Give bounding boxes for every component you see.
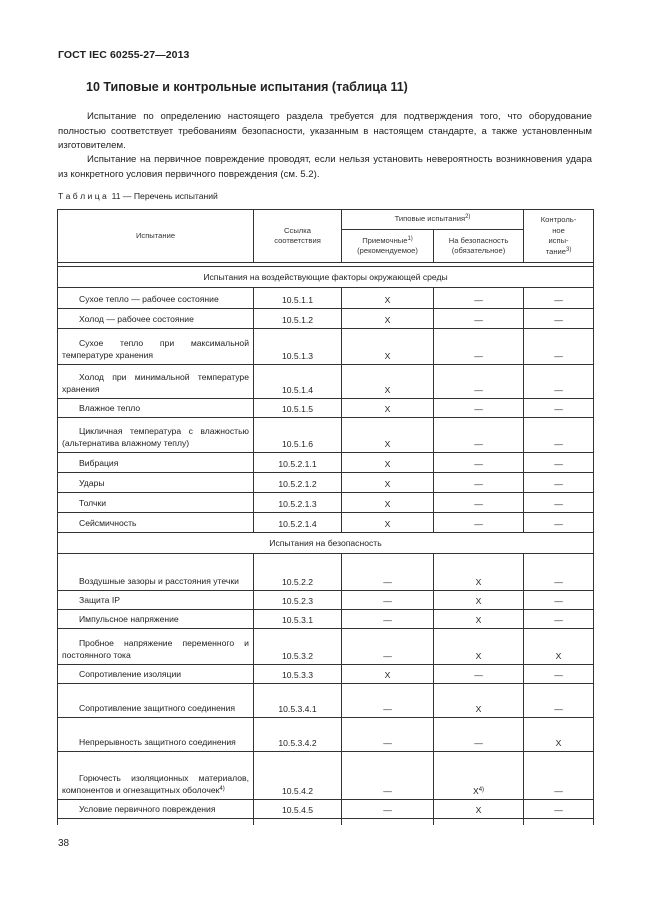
ref-cell [254,513,342,533]
table-row [58,554,594,591]
safety-cell [434,800,524,819]
test-name-cell [58,453,254,473]
acceptance-cell-text: X [384,670,391,680]
ref-cell [254,473,342,493]
col-header-test-label: Испытание [135,230,176,240]
test-name-cell [58,610,254,629]
control-cell-text: — [554,315,563,325]
col-header-control-line-1: Контроль- [540,215,577,224]
table-row [58,493,594,513]
control-cell-text: X [555,738,562,748]
continuation-cell [342,819,434,826]
ref-cell-text: 10.5.4.2 [281,786,314,796]
test-name-cell-text: Холод — рабочее состояние [79,314,194,324]
test-name-cell-footnote: 4) [219,786,225,792]
safety-cell-footnote: 4) [478,787,485,793]
col-header-ref [254,210,342,263]
test-name-cell [58,365,254,399]
control-cell [524,473,594,493]
control-cell-text: — [554,519,563,529]
col-header-safety-sub: (обязательное) [451,246,506,255]
table-row [58,309,594,329]
test-name-cell-text: Удары [79,478,105,488]
acceptance-cell-text: — [383,786,392,796]
acceptance-cell [342,399,434,418]
control-cell [524,513,594,533]
acceptance-cell-text: — [383,615,392,625]
ref-cell [254,629,342,665]
acceptance-cell [342,591,434,610]
safety-cell [434,684,524,718]
safety-cell [434,591,524,610]
safety-cell-text: X [475,805,482,815]
test-name-cell [58,288,254,309]
col-header-control-line-3: испы- [548,236,569,245]
col-header-safety-label: На безопасность [448,235,509,245]
col-header-test [58,210,254,263]
safety-cell-text: X [472,786,479,796]
control-cell-text: — [554,439,563,449]
acceptance-footnote: 1) [407,235,413,242]
acceptance-cell-text: X [384,404,391,414]
table-row [58,453,594,473]
section-heading: Испытания на воздействующие факторы окружающей среды [203,272,448,282]
section-title: 10 Типовые и контрольные испытания (таблица 11) [86,80,408,94]
control-cell-text: — [554,351,563,361]
acceptance-cell-text: X [384,385,391,395]
acceptance-cell [342,513,434,533]
ref-cell-text: 10.5.3.2 [281,651,314,661]
table-row [58,800,594,819]
section-title-cell [58,533,594,554]
acceptance-cell [342,554,434,591]
table-caption: Т а б л и ц а 11 — Перечень испытаний [58,191,218,201]
ref-cell [254,554,342,591]
safety-cell-text: X [475,615,482,625]
test-name-cell-text: Защита IP [79,595,120,605]
safety-cell [434,288,524,309]
col-header-acceptance-sub: (рекомендуемое) [357,246,418,255]
safety-cell-text: X [475,704,482,714]
table-row [58,329,594,365]
control-cell [524,591,594,610]
acceptance-cell [342,800,434,819]
ref-cell [254,418,342,453]
control-cell [524,365,594,399]
ref-cell [254,288,342,309]
control-cell-text: — [554,786,563,796]
ref-cell [254,610,342,629]
safety-cell-text: — [474,439,483,449]
control-cell [524,610,594,629]
col-header-type-tests [342,210,524,230]
acceptance-cell-text: X [384,479,391,489]
test-name-cell [58,591,254,610]
safety-cell-text: X [475,577,482,587]
ref-cell-text: 10.5.2.1.4 [278,519,317,529]
safety-cell-text: — [474,519,483,529]
table-row [58,665,594,684]
section-heading: Испытания на безопасность [269,538,382,548]
table-row [58,752,594,800]
control-cell [524,493,594,513]
control-cell-text: — [554,805,563,815]
test-name-cell [58,329,254,365]
safety-cell [434,365,524,399]
safety-cell-text: — [474,479,483,489]
safety-cell-text: — [474,499,483,509]
safety-cell [434,629,524,665]
safety-cell [434,473,524,493]
ref-cell-text: 10.5.1.5 [281,404,314,414]
table-row [58,513,594,533]
acceptance-cell-text: X [384,519,391,529]
acceptance-cell [342,684,434,718]
ref-cell-text: 10.5.1.3 [281,351,314,361]
control-cell-text: — [554,479,563,489]
ref-cell [254,329,342,365]
control-cell [524,309,594,329]
table-row [58,718,594,752]
control-cell-text: — [554,577,563,587]
ref-cell [254,365,342,399]
safety-cell-text: X [475,651,482,661]
acceptance-cell [342,329,434,365]
acceptance-cell [342,418,434,453]
safety-cell-text: — [474,295,483,305]
safety-cell-text: — [474,385,483,395]
safety-cell-text: — [474,738,483,748]
safety-cell-text: — [474,315,483,325]
control-cell-text: — [554,670,563,680]
acceptance-cell-text: — [383,704,392,714]
safety-cell [434,610,524,629]
test-name-cell [58,399,254,418]
test-name-cell-text: Сейсмичность [79,518,137,528]
col-header-type-tests-label: Типовые испытания [394,214,466,224]
ref-cell-text: 10.5.2.1.3 [278,499,317,509]
control-cell-text: — [554,295,563,305]
test-name-cell-text: Импульсное напряжение [79,614,179,624]
ref-cell-text: 10.5.2.1.1 [278,459,317,469]
col-header-acceptance-label: Приемочные [362,235,408,245]
control-cell [524,418,594,453]
ref-cell [254,665,342,684]
control-footnote: 3) [565,246,572,253]
test-name-cell [58,493,254,513]
col-header-control-line-2: ное [552,225,565,235]
col-header-control [524,210,594,263]
ref-cell-text: 10.5.2.1.2 [278,479,317,489]
control-cell [524,629,594,665]
acceptance-cell [342,665,434,684]
safety-cell-text: — [474,351,483,361]
acceptance-cell-text: — [383,738,392,748]
ref-cell [254,309,342,329]
tests-table [57,209,594,825]
ref-cell-text: 10.5.3.4.2 [278,738,317,748]
acceptance-cell-text: — [383,651,392,661]
safety-cell-text: X [475,596,482,606]
ref-cell [254,718,342,752]
test-name-cell-text: Толчки [79,498,107,508]
page-number: 38 [58,838,70,849]
tests-table-body [58,263,594,826]
col-header-control-line-4-text: тание [545,246,566,256]
acceptance-cell-text: X [384,351,391,361]
safety-cell [434,665,524,684]
table-row [58,418,594,453]
acceptance-cell [342,473,434,493]
continuation-row [58,819,594,826]
test-name-cell-text: Пробное напряжение переменного и постоянного тока [62,638,249,660]
control-cell-text: — [554,704,563,714]
col-header-acceptance-title [346,236,429,247]
document-header: ГОСТ IEC 60255-27—2013 [58,49,190,61]
control-cell [524,665,594,684]
ref-cell-text: 10.5.1.1 [281,295,314,305]
test-name-cell [58,513,254,533]
control-cell [524,453,594,473]
test-name-cell [58,554,254,591]
safety-cell [434,418,524,453]
test-name-cell-text: Воздушные зазоры и расстояния утечки [79,576,239,586]
table-row [58,591,594,610]
test-name-cell-text: Непрерывность защитного соединения [79,737,236,747]
control-cell [524,718,594,752]
ref-cell [254,752,342,800]
control-cell-text: — [554,499,563,509]
ref-cell [254,453,342,473]
paragraph-1: Испытание по определению настоящего раздела требуется для подтверждения того, что оборудование полностью соответствует требованиям безопасности, указанным в настоящем стандарте, а также установленным изготовителем. [58,111,592,151]
section-row [58,533,594,554]
ref-cell-text: 10.5.3.4.1 [278,704,317,714]
acceptance-cell [342,752,434,800]
test-name-cell [58,800,254,819]
control-cell [524,752,594,800]
acceptance-cell-text: — [383,577,392,587]
ref-cell-text: 10.5.1.6 [281,439,314,449]
ref-cell-text: 10.5.4.5 [281,805,314,815]
test-name-cell-text: Условие первичного повреждения [79,804,216,814]
ref-cell-text: 10.5.3.1 [281,615,314,625]
acceptance-cell-text: X [384,295,391,305]
acceptance-cell [342,288,434,309]
acceptance-cell [342,610,434,629]
ref-cell [254,800,342,819]
test-name-cell-text: Сопротивление изоляции [79,669,182,679]
acceptance-cell-text: — [383,596,392,606]
acceptance-cell [342,629,434,665]
safety-cell-text: — [474,670,483,680]
test-name-cell-text: Влажное тепло [79,403,141,413]
test-name-cell-text: Сухое тепло — рабочее состояние [79,294,219,304]
safety-cell [434,399,524,418]
control-cell-text: — [554,615,563,625]
continuation-cell [58,819,254,826]
ref-cell-text: 10.5.2.3 [281,596,314,606]
table-row [58,399,594,418]
test-name-cell [58,718,254,752]
table-row [58,629,594,665]
ref-cell-text: 10.5.1.4 [281,385,314,395]
safety-cell-text: — [474,404,483,414]
control-cell [524,288,594,309]
ref-cell [254,399,342,418]
control-cell-text: — [554,404,563,414]
section-title-cell [58,267,594,288]
acceptance-cell [342,365,434,399]
table-row [58,473,594,493]
ref-cell-text: 10.5.2.2 [281,577,314,587]
safety-cell [434,718,524,752]
acceptance-cell [342,453,434,473]
table-row [58,365,594,399]
control-cell-text: — [554,459,563,469]
continuation-cell [524,819,594,826]
safety-cell [434,453,524,473]
acceptance-cell-text: X [384,315,391,325]
continuation-cell [254,819,342,826]
ref-cell-text: 10.5.1.2 [281,315,314,325]
table-row [58,610,594,629]
safety-cell [434,554,524,591]
section-row [58,267,594,288]
col-header-safety [434,230,524,263]
test-name-cell [58,665,254,684]
safety-cell [434,309,524,329]
safety-cell [434,329,524,365]
safety-cell [434,493,524,513]
test-name-cell [58,629,254,665]
test-name-cell-text: Сопротивление защитного соединения [79,703,236,713]
test-name-cell-text: Холод при минимальной температуре хранения [62,372,249,394]
control-cell-text: — [554,596,563,606]
control-cell [524,554,594,591]
safety-cell [434,752,524,800]
control-cell [524,800,594,819]
acceptance-cell [342,718,434,752]
test-name-cell [58,309,254,329]
test-name-cell [58,418,254,453]
safety-cell [434,513,524,533]
control-cell-text: X [555,651,562,661]
acceptance-cell [342,493,434,513]
ref-cell [254,684,342,718]
type-tests-footnote: 2) [465,214,471,221]
test-name-cell-text: Горючесть изоляционных материалов, компонентов и огнезащитных оболочек [62,773,249,795]
control-cell-text: — [554,385,563,395]
acceptance-cell [342,309,434,329]
test-name-cell-text: Вибрация [79,458,119,468]
table-row [58,684,594,718]
continuation-cell [434,819,524,826]
acceptance-cell-text: — [383,805,392,815]
col-header-acceptance [342,230,434,263]
safety-cell-text: — [474,459,483,469]
paragraph-2: Испытание на первичное повреждение проводят, если нельзя установить невероятность возникновения удара из конкретного условия первичного повреждения (см. 5.2). [58,154,592,180]
ref-cell [254,591,342,610]
control-cell [524,399,594,418]
ref-cell [254,493,342,513]
test-name-cell [58,473,254,493]
col-header-control-line-4 [528,247,589,258]
test-name-cell-text: Цикличная температура с влажностью (альтернатива влажному теплу) [62,426,249,448]
control-cell [524,329,594,365]
ref-cell-text: 10.5.3.3 [281,670,314,680]
test-name-cell [58,684,254,718]
table-row [58,288,594,309]
test-name-cell-text: Сухое тепло при максимальной температуре хранения [62,338,249,360]
acceptance-cell-text: X [384,439,391,449]
test-name-cell [58,752,254,800]
control-cell [524,684,594,718]
acceptance-cell-text: X [384,459,391,469]
acceptance-cell-text: X [384,499,391,509]
col-header-ref-label: Ссылка соответствия [274,225,321,245]
